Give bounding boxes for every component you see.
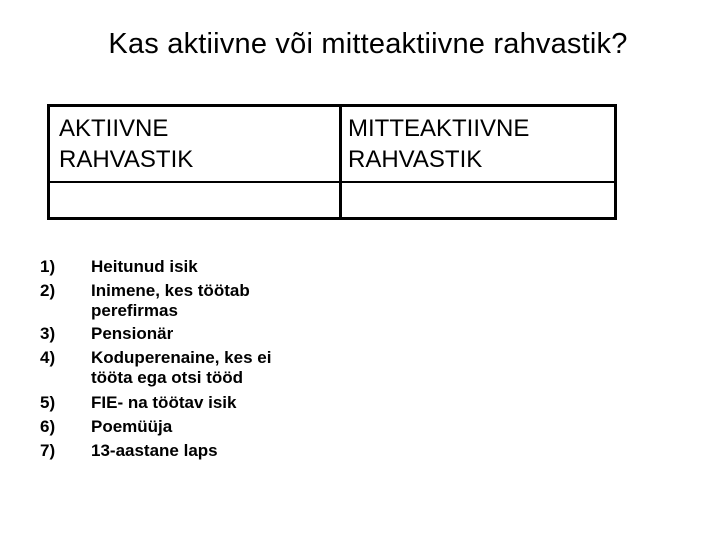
list-item-text: Poemüüja — [91, 417, 173, 436]
list-item-number: 1) — [40, 257, 56, 276]
list-item-number: 5) — [40, 393, 56, 412]
list-item-text: perefirmas — [91, 301, 178, 320]
list-item-text: Heitunud isik — [91, 257, 198, 276]
slide-title: Kas aktiivne või mitteaktiivne rahvastik? — [108, 28, 628, 60]
list-item-text: Pensionär — [91, 324, 174, 343]
list-item-number: 4) — [40, 348, 56, 367]
list-item-text: FIE- na töötav isik — [91, 393, 237, 412]
list-item-number: 7) — [40, 441, 56, 460]
list-item-text: Inimene, kes töötab — [91, 281, 250, 300]
list-item-number: 2) — [40, 281, 56, 300]
classification-table — [47, 104, 617, 220]
table-column-divider — [339, 107, 342, 217]
inactive-population-header: MITTEAKTIIVNE RAHVASTIK — [348, 115, 530, 173]
list-item-text: 13-aastane laps — [91, 441, 218, 460]
list-item-text: tööta ega otsi tööd — [91, 368, 244, 387]
list-item-number: 3) — [40, 324, 56, 343]
list-item-number: 6) — [40, 417, 56, 436]
list-item-text: Koduperenaine, kes ei — [91, 348, 272, 367]
table-row-divider — [50, 181, 614, 183]
active-population-header: AKTIIVNE RAHVASTIK — [59, 115, 194, 173]
